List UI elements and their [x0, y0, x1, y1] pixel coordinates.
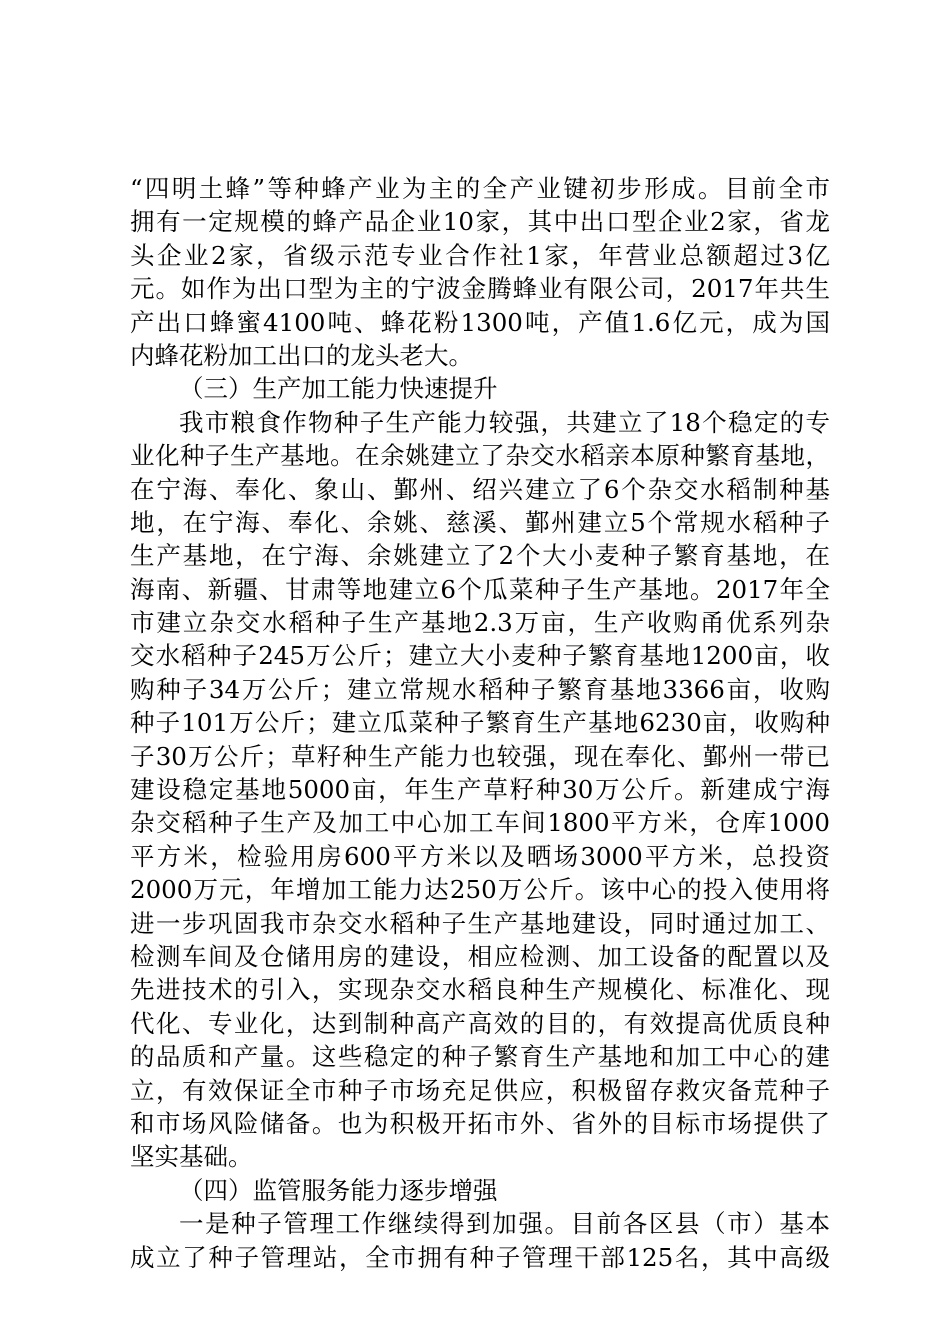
text-line: 地，在宁海、奉化、余姚、慈溪、鄞州建立5个常规水稻种子	[130, 507, 830, 537]
text-line: 立，有效保证全市种子市场充足供应，积极留存救灾备荒种子	[130, 1075, 830, 1105]
section-heading: （三）生产加工能力快速提升	[179, 374, 498, 404]
text-line: 内蜂花粉加工出口的龙头老大。	[130, 340, 473, 370]
text-line: 我市粮食作物种子生产能力较强，共建立了18个稳定的专	[179, 407, 830, 437]
text-line: 市建立杂交水稻种子生产基地2.3万亩，生产收购甬优系列杂	[130, 608, 830, 638]
text-line: 子30万公斤；草籽种生产能力也较强，现在奉化、鄞州一带已	[130, 741, 830, 771]
text-line: 的品质和产量。这些稳定的种子繁育生产基地和加工中心的建	[130, 1042, 830, 1072]
text-line: 2000万元，年增加工能力达250万公斤。该中心的投入使用将	[130, 875, 830, 905]
text-line: 生产基地，在宁海、余姚建立了2个大小麦种子繁育基地，在	[130, 541, 830, 571]
text-line: 海南、新疆、甘肃等地建立6个瓜菜种子生产基地。2017年全	[130, 574, 830, 604]
text-line: 业化种子生产基地。在余姚建立了杂交水稻亲本原种繁育基地，	[130, 441, 830, 471]
text-line: 平方米，检验用房600平方米以及晒场3000平方米，总投资	[130, 841, 830, 871]
text-line: 检测车间及仓储用房的建设，相应检测、加工设备的配置以及	[130, 941, 830, 971]
document-body	[130, 172, 830, 1274]
text-line: 建设稳定基地5000亩，年生产草籽种30万公斤。新建成宁海	[130, 775, 830, 805]
text-line: 种子101万公斤；建立瓜菜种子繁育生产基地6230亩，收购种	[130, 708, 830, 738]
text-line: 成立了种子管理站，全市拥有种子管理干部125名，其中高级	[130, 1242, 830, 1272]
text-line: 元。如作为出口型为主的宁波金腾蜂业有限公司，2017年共生	[130, 274, 830, 304]
text-line: 坚实基础。	[130, 1142, 253, 1172]
text-line: 杂交稻种子生产及加工中心加工车间1800平方米，仓库1000	[130, 808, 830, 838]
text-line: 在宁海、奉化、象山、鄞州、绍兴建立了6个杂交水稻制种基	[130, 474, 830, 504]
text-line: 先进技术的引入，实现杂交水稻良种生产规模化、标准化、现	[130, 975, 830, 1005]
text-line: 产出口蜂蜜4100吨、蜂花粉1300吨，产值1.6亿元，成为国	[130, 307, 830, 337]
text-line: 进一步巩固我市杂交水稻种子生产基地建设，同时通过加工、	[130, 908, 830, 938]
text-line: 和市场风险储备。也为积极开拓市外、省外的目标市场提供了	[130, 1108, 830, 1138]
text-line: 一是种子管理工作继续得到加强。目前各区县（市）基本	[179, 1209, 830, 1239]
text-line: “四明土蜂”等种蜂产业为主的全产业键初步形成。目前全市	[130, 174, 830, 203]
text-line: 交水稻种子245万公斤；建立大小麦种子繁育基地1200亩，收	[130, 641, 830, 671]
text-line: 购种子34万公斤；建立常规水稻种子繁育基地3366亩，收购	[130, 674, 830, 704]
text-line: 头企业2家，省级示范专业合作社1家，年营业总额超过3亿	[130, 240, 830, 270]
text-line: 拥有一定规模的蜂产品企业10家，其中出口型企业2家，省龙	[130, 207, 830, 237]
text-line: 代化、专业化，达到制种高产高效的目的，有效提高优质良种	[130, 1008, 830, 1038]
section-heading: （四）监管服务能力逐步增强	[179, 1175, 498, 1205]
